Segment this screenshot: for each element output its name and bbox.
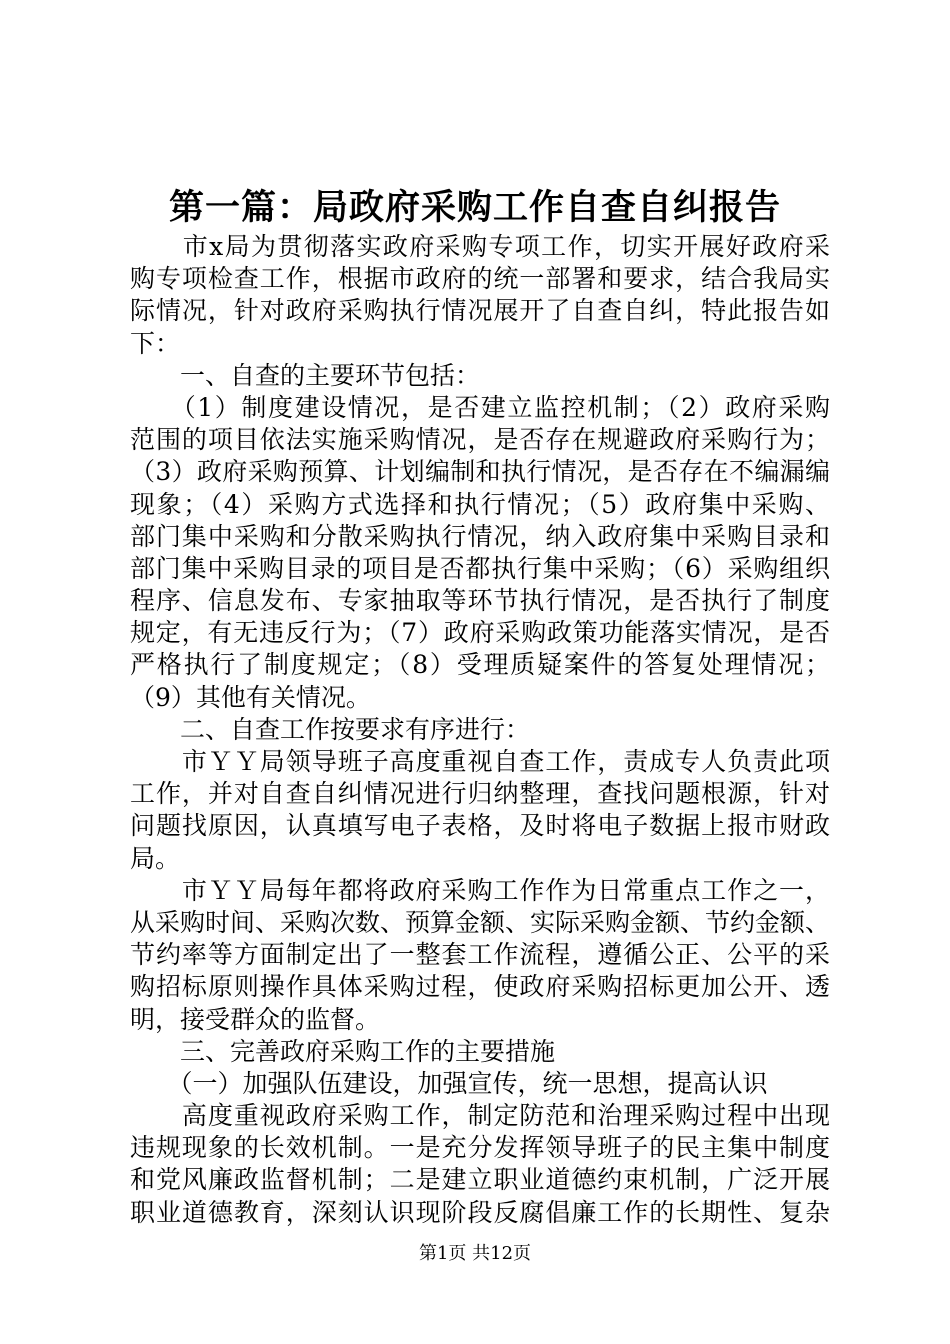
body-line: （9）其他有关情况。 bbox=[130, 682, 371, 712]
body-line: 节约率等方面制定出了一整套工作流程，遵循公正、公平的采 bbox=[130, 940, 830, 970]
body-line: 现象；（4）采购方式选择和执行情况；（5）政府集中采购、 bbox=[130, 489, 830, 519]
body-line: 明，接受群众的监督。 bbox=[130, 1004, 381, 1034]
section-heading: 一、自查的主要环节包括： bbox=[130, 360, 481, 390]
body-line: 市ＹＹ局领导班子高度重视自查工作，责成专人负责此项 bbox=[130, 747, 830, 776]
body-line: 高度重视政府采购工作，制定防范和治理采购过程中出现 bbox=[130, 1101, 830, 1131]
body-line: 部门集中采购和分散采购执行情况，纳入政府集中采购目录和 bbox=[130, 521, 830, 551]
body-line: 和党风廉政监督机制；二是建立职业道德约束机制，广泛开展 bbox=[130, 1165, 830, 1195]
section-heading: 三、完善政府采购工作的主要措施 bbox=[130, 1036, 556, 1066]
body-line: 严格执行了制度规定；（8）受理质疑案件的答复处理情况； bbox=[130, 650, 830, 680]
body-line: 际情况，针对政府采购执行情况展开了自查自纠，特此报告如 bbox=[130, 296, 830, 326]
body-line: 购招标原则操作具体采购过程，使政府采购招标更加公开、透 bbox=[130, 972, 830, 1002]
body-line: 部门集中采购目录的项目是否都执行集中采购；（6）采购组织 bbox=[130, 553, 830, 583]
document-title: 第一篇：局政府采购工作自查自纠报告 bbox=[168, 187, 781, 228]
body-line: 职业道德教育，深刻认识现阶段反腐倡廉工作的长期性、复杂 bbox=[130, 1197, 830, 1227]
body-line: 市x局为贯彻落实政府采购专项工作，切实开展好政府采 bbox=[130, 232, 830, 261]
section-heading: 二、自查工作按要求有序进行： bbox=[130, 714, 531, 744]
body-line: 下： bbox=[130, 328, 181, 358]
body-line: 程序、信息发布、专家抽取等环节执行情况，是否执行了制度 bbox=[130, 586, 830, 616]
body-line: 违规现象的长效机制。一是充分发挥领导班子的民主集中制度 bbox=[130, 1133, 830, 1163]
body-line: 从采购时间、采购次数、预算金额、实际采购金额、节约金额、 bbox=[130, 907, 830, 937]
document-body bbox=[130, 231, 830, 1229]
body-line: 局。 bbox=[130, 843, 181, 873]
subsection-heading: （一）加强队伍建设，加强宣传，统一思想，提高认识 bbox=[130, 1068, 768, 1098]
body-line: （1）制度建设情况，是否建立监控机制；（2）政府采购 bbox=[130, 392, 830, 422]
body-line: 范围的项目依法实施采购情况，是否存在规避政府采购行为； bbox=[130, 425, 830, 455]
page-number-footer: 第1页 共12页 bbox=[418, 1243, 532, 1264]
body-line: 问题找原因，认真填写电子表格，及时将电子数据上报市财政 bbox=[130, 811, 830, 841]
body-line: （3）政府采购预算、计划编制和执行情况，是否存在不编漏编 bbox=[130, 457, 830, 487]
body-line: 规定，有无违反行为；（7）政府采购政策功能落实情况，是否 bbox=[130, 618, 830, 648]
body-line: 购专项检查工作，根据市政府的统一部署和要求，结合我局实 bbox=[130, 264, 830, 294]
body-line: 市ＹＹ局每年都将政府采购工作作为日常重点工作之一， bbox=[130, 875, 830, 905]
body-line: 工作，并对自查自纠情况进行归纳整理，查找问题根源，针对 bbox=[130, 779, 830, 809]
